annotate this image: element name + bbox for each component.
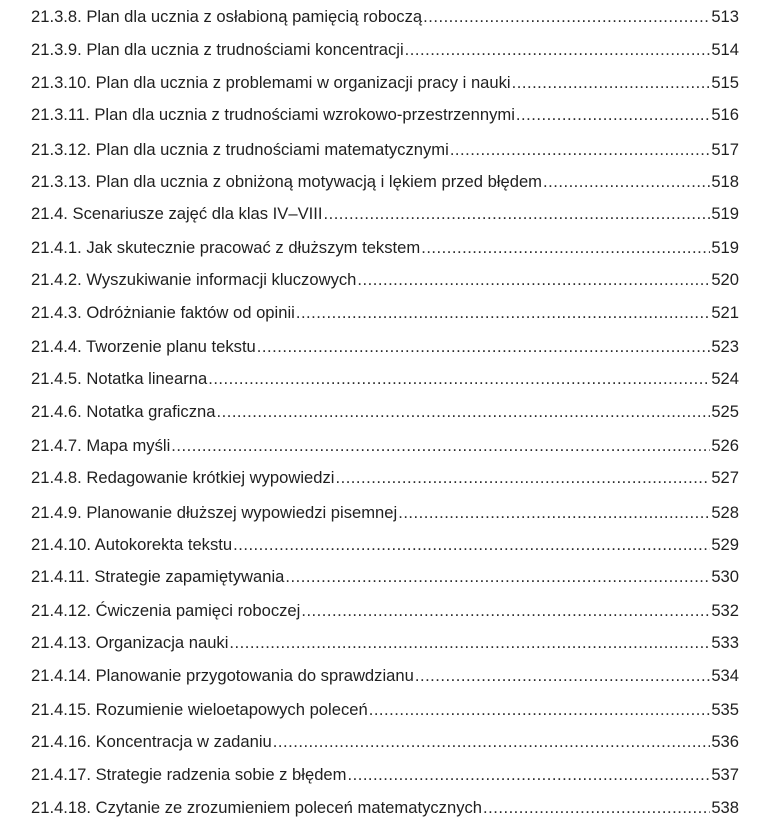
toc-entry-title: 21.4.2. Wyszukiwanie informacji kluczowych: [31, 270, 357, 289]
dot-leader: [216, 398, 710, 426]
dot-leader: [208, 365, 710, 393]
dot-leader: [296, 299, 710, 327]
dot-leader: [543, 168, 710, 196]
toc-entry-title: 21.4.8. Redagowanie krótkiej wypowiedzi: [31, 468, 335, 487]
toc-entry-page: 535: [711, 700, 739, 719]
toc-entry-title: 21.3.10. Plan dla ucznia z problemami w organizacji pracy i nauki: [31, 73, 511, 92]
toc-entry-title: 21.4.12. Ćwiczenia pamięci roboczej: [31, 601, 301, 620]
toc-entry-page: 513: [711, 7, 739, 26]
toc-entry[interactable]: [31, 761, 739, 789]
toc-entry-page: 537: [711, 765, 739, 784]
toc-entry-title: 21.4.16. Koncentracja w zadaniu: [31, 732, 272, 751]
dot-leader: [415, 662, 710, 690]
dot-leader: [301, 597, 710, 625]
toc-entry-page: 526: [711, 436, 739, 455]
dot-leader: [273, 728, 711, 756]
dot-leader: [171, 432, 710, 460]
toc-entry-page: 518: [711, 172, 739, 191]
toc-entry-title: 21.4. Scenariusze zajęć dla klas IV–VIII: [31, 204, 323, 223]
toc-entry-title: 21.4.15. Rozumienie wieloetapowych poleceń: [31, 700, 368, 719]
toc-entry-title: 21.4.5. Notatka linearna: [31, 369, 208, 388]
toc-entry-title: 21.4.13. Organizacja nauki: [31, 633, 229, 652]
toc-entry[interactable]: [31, 728, 739, 756]
toc-entry-page: 530: [711, 567, 739, 586]
toc-entry[interactable]: [31, 531, 739, 559]
toc-entry[interactable]: [31, 299, 739, 327]
toc-entry-title: 21.4.10. Autokorekta tekstu: [31, 535, 233, 554]
toc-entry-page: 521: [711, 303, 739, 322]
toc-entry-title: 21.4.7. Mapa myśli: [31, 436, 171, 455]
toc-entry-page: 527: [711, 468, 739, 487]
toc-entry[interactable]: [31, 266, 739, 294]
toc-entry-title: 21.4.4. Tworzenie planu tekstu: [31, 337, 256, 356]
toc-entry[interactable]: [31, 365, 739, 393]
dot-leader: [357, 266, 710, 294]
toc-entry-page: 528: [711, 503, 739, 522]
toc-entry[interactable]: [31, 101, 739, 129]
toc-entry-page: 517: [711, 140, 739, 159]
toc-entry-title: 21.4.1. Jak skutecznie pracować z dłuższym tekstem: [31, 238, 421, 257]
toc-entry-page: 532: [711, 601, 739, 620]
dot-leader: [233, 531, 710, 559]
dot-leader: [335, 464, 710, 492]
dot-leader: [450, 136, 711, 164]
toc-entry[interactable]: [31, 629, 739, 657]
toc-entry[interactable]: [31, 398, 739, 426]
dot-leader: [421, 234, 710, 262]
toc-entry-title: 21.3.9. Plan dla ucznia z trudnościami koncentracji: [31, 40, 404, 59]
toc-entry-title: 21.4.14. Planowanie przygotowania do sprawdzianu: [31, 666, 414, 685]
toc-entry[interactable]: [31, 597, 739, 625]
toc-entry-title: 21.4.3. Odróżnianie faktów od opinii: [31, 303, 295, 322]
toc-entry-title: 21.4.6. Notatka graficzna: [31, 402, 216, 421]
dot-leader: [423, 3, 710, 31]
toc-entry-page: 529: [711, 535, 739, 554]
toc-entry-page: 538: [711, 798, 739, 817]
dot-leader: [512, 69, 711, 97]
toc-entry-page: 516: [711, 105, 739, 124]
toc-entry[interactable]: [31, 200, 739, 228]
toc-entry[interactable]: [31, 662, 739, 690]
toc-entry[interactable]: [31, 696, 739, 724]
toc-entry-title: 21.3.13. Plan dla ucznia z obniżoną motywacją i lękiem przed błędem: [31, 172, 543, 191]
toc-entry-page: 514: [711, 40, 739, 59]
toc-entry-page: 523: [711, 337, 739, 356]
dot-leader: [347, 761, 710, 789]
dot-leader: [398, 499, 710, 527]
toc-entry-page: 520: [711, 270, 739, 289]
dot-leader: [285, 563, 710, 591]
toc-entry[interactable]: [31, 464, 739, 492]
toc-entry[interactable]: [31, 36, 739, 64]
dot-leader: [405, 36, 711, 64]
toc-entry[interactable]: [31, 333, 739, 361]
toc-entry[interactable]: [31, 563, 739, 591]
toc-entry-title: 21.3.8. Plan dla ucznia z osłabioną pamięcią roboczą: [31, 7, 423, 26]
dot-leader: [229, 629, 710, 657]
toc-entry[interactable]: [31, 234, 739, 262]
toc-entry-page: 536: [711, 732, 739, 751]
toc-entry[interactable]: [31, 3, 739, 31]
toc-entry-page: 519: [711, 204, 739, 223]
toc-entry-title: 21.4.18. Czytanie ze zrozumieniem poleceń matematycznych: [31, 798, 483, 817]
toc-entry-title: 21.4.17. Strategie radzenia sobie z błędem: [31, 765, 347, 784]
toc-entry[interactable]: [31, 499, 739, 527]
dot-leader: [483, 794, 710, 822]
dot-leader: [516, 101, 710, 129]
dot-leader: [323, 200, 710, 228]
toc-entry-page: 525: [711, 402, 739, 421]
toc-entry[interactable]: [31, 168, 739, 196]
toc-entry-title: 21.3.12. Plan dla ucznia z trudnościami matematycznymi: [31, 140, 449, 159]
toc-entry-page: 534: [711, 666, 739, 685]
toc-entry-title: 21.4.9. Planowanie dłuższej wypowiedzi pisemnej: [31, 503, 398, 522]
toc-entry-page: 524: [711, 369, 739, 388]
toc-entry-page: 515: [711, 73, 739, 92]
toc-entry[interactable]: [31, 432, 739, 460]
toc-entry[interactable]: [31, 69, 739, 97]
toc-entry-page: 519: [711, 238, 739, 257]
toc-entry[interactable]: [31, 794, 739, 822]
toc-entry-title: 21.4.11. Strategie zapamiętywania: [31, 567, 285, 586]
dot-leader: [369, 696, 711, 724]
toc-entry-page: 533: [711, 633, 739, 652]
dot-leader: [257, 333, 711, 361]
toc-entry[interactable]: [31, 136, 739, 164]
toc-entry-title: 21.3.11. Plan dla ucznia z trudnościami wzrokowo-przestrzennymi: [31, 105, 515, 124]
